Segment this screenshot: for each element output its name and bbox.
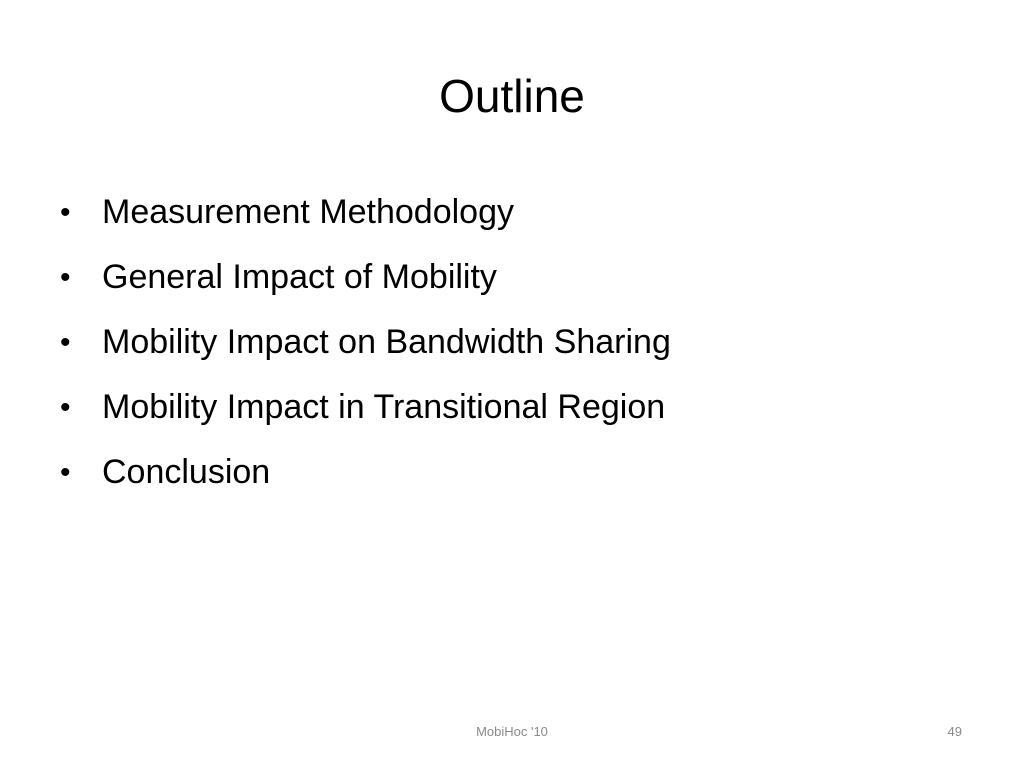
bullet-marker: • xyxy=(60,196,71,229)
bullet-item-bandwidth-sharing xyxy=(58,310,958,375)
slide-title: Outline xyxy=(439,70,585,122)
bullet-text: Mobility Impact on Bandwidth Sharing xyxy=(102,323,671,361)
footer-conference: MobiHoc '10 xyxy=(476,724,548,739)
bullet-item-general-impact xyxy=(58,245,958,310)
bullet-item-measurement-methodology xyxy=(58,180,958,245)
bullet-marker: • xyxy=(60,456,71,489)
bullet-marker: • xyxy=(60,261,71,294)
bullet-marker: • xyxy=(60,326,71,359)
bullet-text: Measurement Methodology xyxy=(102,193,515,231)
bullet-list xyxy=(58,180,958,505)
bullet-text: General Impact of Mobility xyxy=(102,258,497,296)
bullet-text: Mobility Impact in Transitional Region xyxy=(102,388,666,426)
bullet-text: Conclusion xyxy=(102,453,271,491)
footer-page-number: 49 xyxy=(947,724,962,739)
bullet-marker: • xyxy=(60,391,71,424)
bullet-item-transitional-region xyxy=(58,375,958,440)
bullet-item-conclusion xyxy=(58,440,958,505)
